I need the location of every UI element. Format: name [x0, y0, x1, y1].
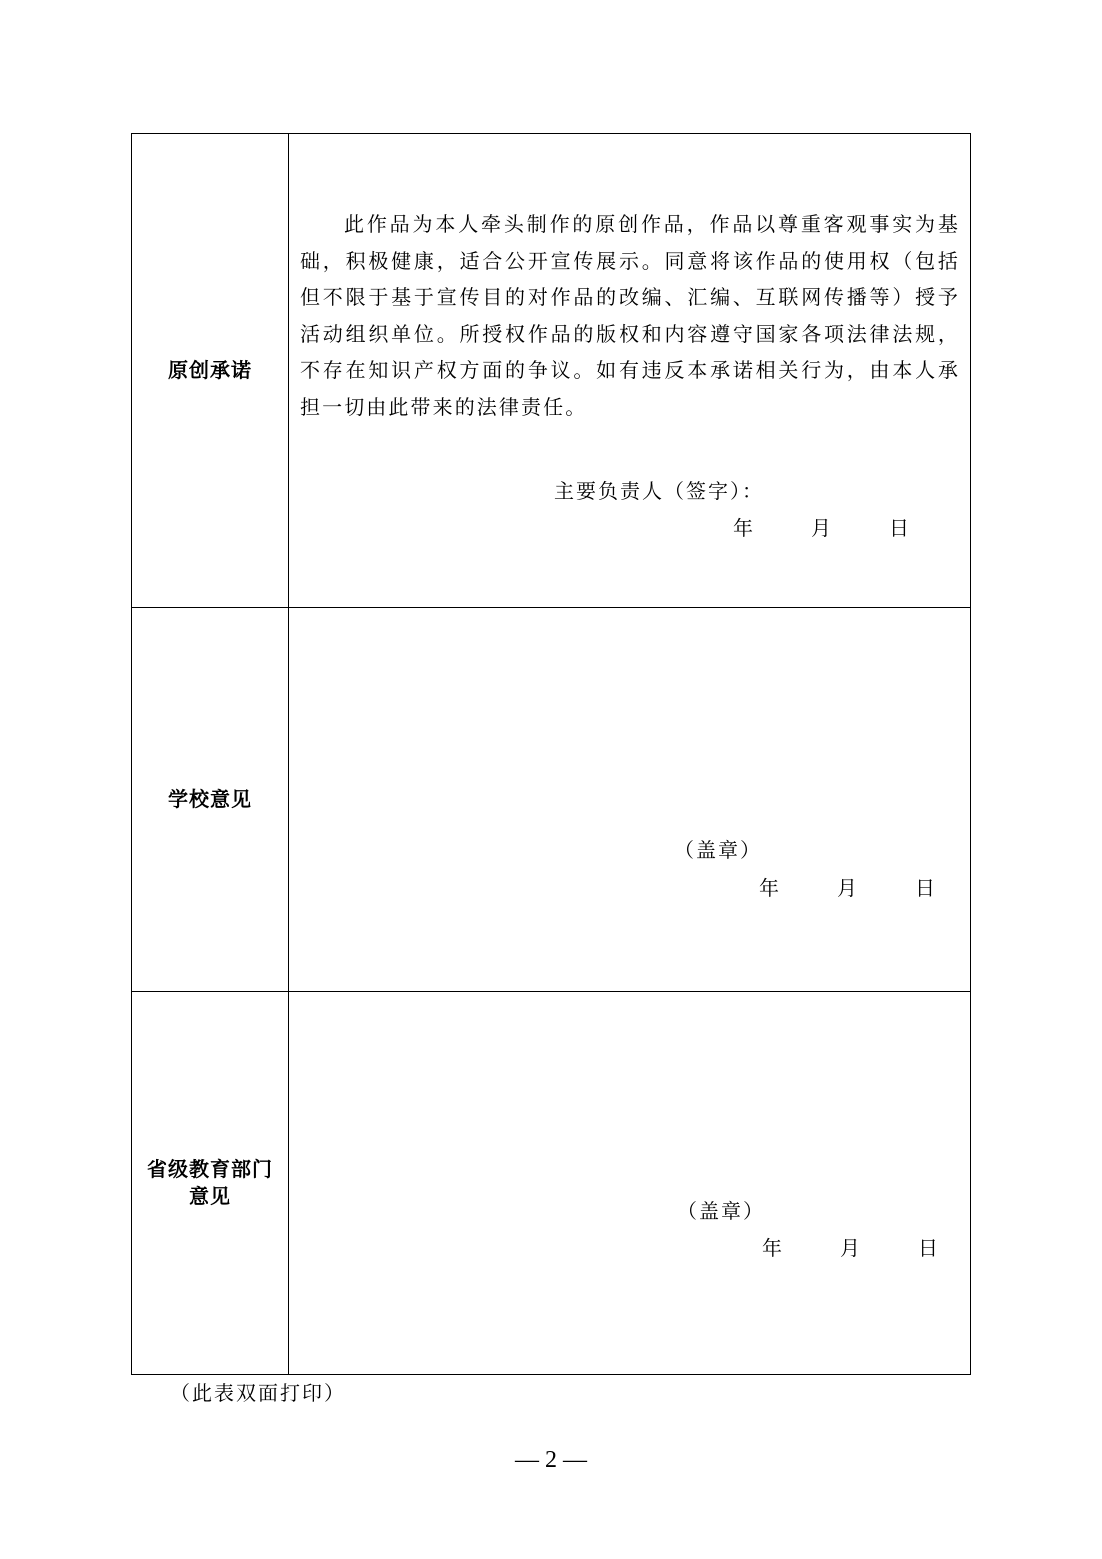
school-opinion-content-cell [289, 608, 970, 991]
pledge-text: 此作品为本人牵头制作的原创作品，作品以尊重客观事实为基础，积极健康，适合公开宣传展示。同意将该作品的使用权（包括但不限于基于宣传目的对作品的改编、汇编、互联网传播等）授予活动组织单位。所授权作品的版权和内容遵守国家各项法律法规，不存在知识产权方面的争议。如有违反本承诺相关行为，由本人承担一切由此带来的法律责任。 [300, 212, 960, 419]
date-day-label: 日 [915, 876, 935, 900]
row-label-cell [132, 992, 289, 1374]
school-opinion-label: 学校意见 [168, 787, 252, 811]
signature-label: 主要负责人（签字）： [554, 479, 764, 503]
print-note: （此表双面打印） [170, 1381, 346, 1405]
seal-label: （盖章） [677, 1199, 765, 1223]
date-month-label: 月 [837, 876, 857, 900]
provincial-opinion-row [132, 992, 970, 1374]
label-line: 意见 [189, 1184, 231, 1208]
date-day-label: 日 [889, 516, 909, 540]
application-form-table [131, 133, 971, 1375]
originality-pledge-row [132, 134, 970, 608]
date-year-label: 年 [759, 876, 779, 900]
date-year-label: 年 [733, 516, 753, 540]
provincial-opinion-label [147, 1156, 273, 1210]
pledge-content-cell [289, 134, 970, 607]
label-line: 省级教育部门 [147, 1157, 273, 1181]
provincial-opinion-content-cell [289, 992, 970, 1374]
date-month-label: 月 [811, 516, 831, 540]
row-label-cell [132, 608, 289, 991]
date-day-label: 日 [918, 1236, 938, 1260]
date-month-label: 月 [840, 1236, 860, 1260]
school-opinion-row [132, 608, 970, 992]
seal-label: （盖章） [674, 838, 762, 862]
originality-pledge-label: 原创承诺 [168, 358, 252, 382]
page-number: — 2 — [515, 1447, 587, 1473]
row-label-cell [132, 134, 289, 607]
date-year-label: 年 [762, 1236, 782, 1260]
